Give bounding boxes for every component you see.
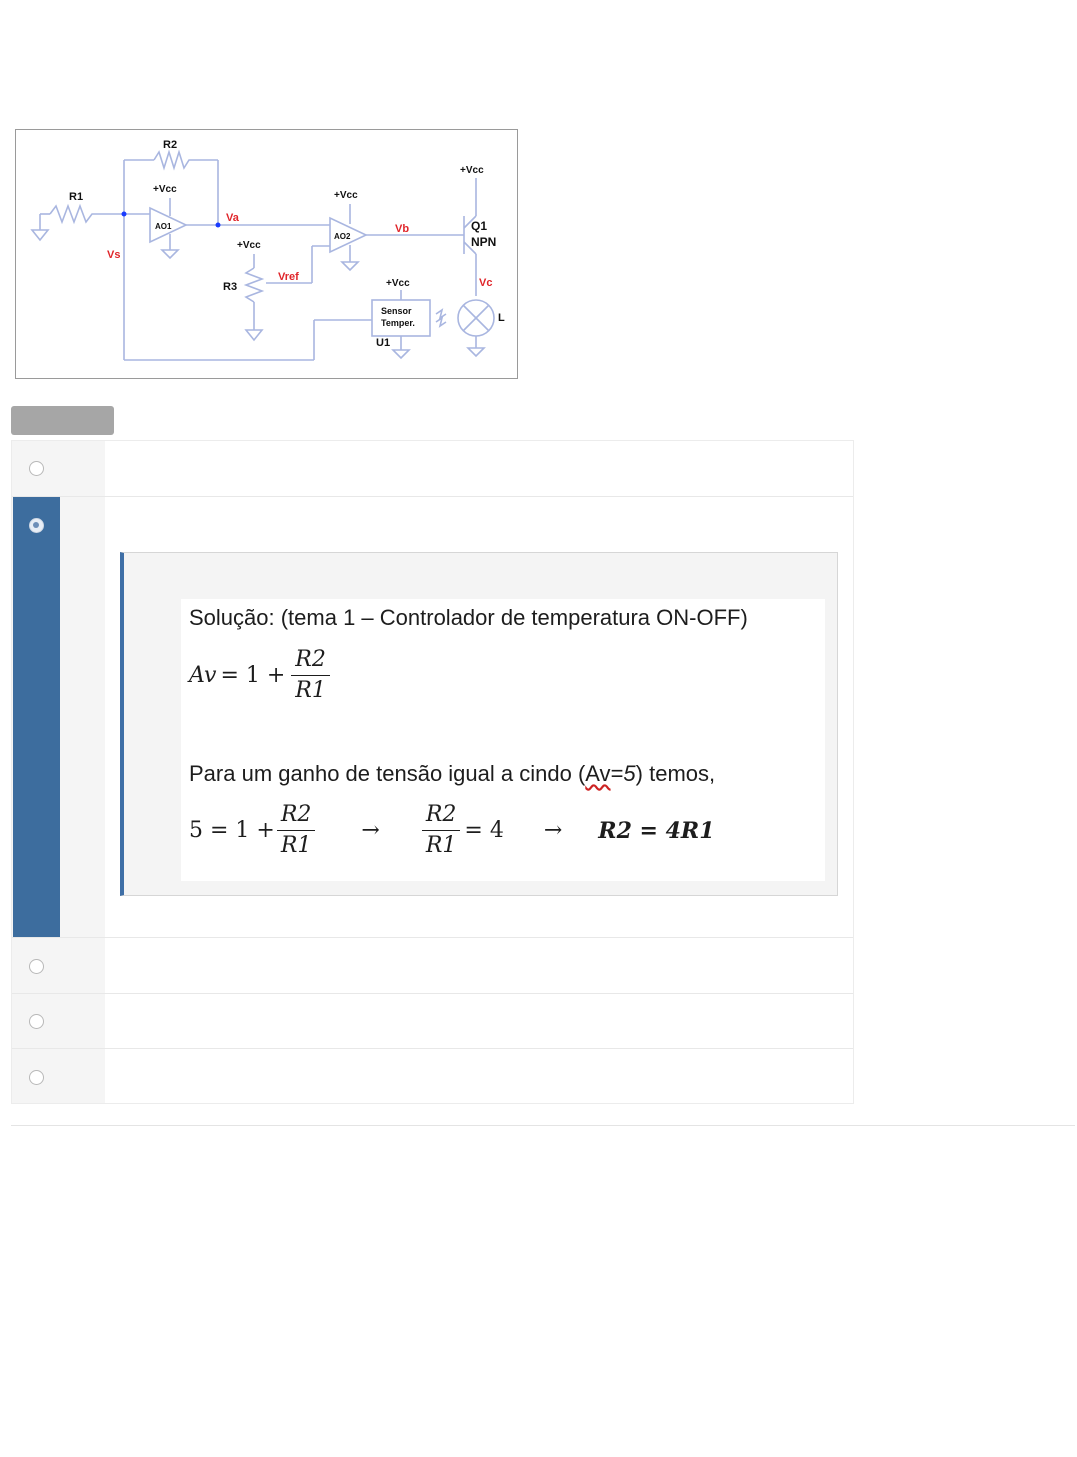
text2-prefix: Para um ganho de tensão igual a cindo ( <box>189 761 586 786</box>
radio-button-1[interactable] <box>29 461 44 476</box>
lamp-label: L <box>498 312 505 324</box>
ratio-eq-fraction-2 <box>422 800 461 861</box>
radio-button-3[interactable] <box>29 959 44 974</box>
u1-label: U1 <box>376 337 391 349</box>
gain-eq-denominator: R1 <box>295 678 326 703</box>
ratio-eq-lhs: 5 = 1 + <box>189 818 275 843</box>
solution-text-gain <box>189 761 715 787</box>
text2-suffix: ) temos, <box>635 761 716 786</box>
ratio-eq-num1: R2 <box>277 800 316 831</box>
ratio-eq-num2: R2 <box>422 800 461 831</box>
vcc-sensor-label: +Vcc <box>386 278 410 289</box>
q1-label: Q1 <box>471 219 488 233</box>
arrow-1: → <box>361 818 380 843</box>
ratio-eq-rhs: = 4 <box>464 818 504 843</box>
vcc-q1-label: +Vcc <box>460 165 484 176</box>
solution-title: Solução: (tema 1 – Controlador de temperatura ON-OFF) <box>189 605 748 630</box>
npn-label: NPN <box>471 235 497 249</box>
solution-panel <box>120 552 838 896</box>
ratio-eq-fraction-1 <box>277 800 316 861</box>
text2-eq: = <box>610 761 624 786</box>
gain-equation <box>189 645 332 706</box>
sensor-label-line2: Temper. <box>381 318 415 328</box>
r3-label: R3 <box>223 281 238 293</box>
solution-card <box>181 599 825 881</box>
vcc-ao2-label: +Vcc <box>334 190 358 201</box>
circuit-schematic-svg <box>16 130 517 378</box>
answer-options <box>11 440 854 1104</box>
answer-option-2[interactable] <box>12 497 853 938</box>
gain-eq-sign: = 1 + <box>220 663 286 688</box>
circuit-diagram <box>15 129 518 379</box>
text2-val: 5 <box>623 761 636 786</box>
text2-av: Av <box>585 761 611 786</box>
ao2-label: AO2 <box>334 232 351 241</box>
radio-button-5[interactable] <box>29 1070 44 1085</box>
gain-eq-lhs: Av <box>189 663 217 688</box>
vc-label: Vc <box>479 277 493 289</box>
question-status-tab <box>11 406 114 435</box>
vs-label: Vs <box>107 249 121 261</box>
va-label: Va <box>226 212 239 224</box>
ao1-label: AO1 <box>155 222 172 231</box>
resistor-ratio-equation <box>189 800 715 861</box>
answer-option-4[interactable] <box>12 994 853 1049</box>
selected-option-bar <box>13 497 60 937</box>
answer-option-3[interactable] <box>12 938 853 994</box>
vcc-r3-label: +Vcc <box>237 240 261 251</box>
vb-label: Vb <box>395 223 410 235</box>
r2-label: R2 <box>163 139 178 151</box>
page-divider <box>11 1125 1075 1126</box>
arrow-2: → <box>543 818 563 843</box>
gain-eq-numerator: R2 <box>291 645 330 676</box>
radio-button-2[interactable] <box>29 518 44 533</box>
radio-button-4[interactable] <box>29 1014 44 1029</box>
vcc-ao1-label: +Vcc <box>153 184 177 195</box>
result-equation: R2 = 4R1 <box>598 817 715 844</box>
ratio-eq-den1: R1 <box>280 833 312 858</box>
sensor-label-line1: Sensor <box>381 306 412 316</box>
r1-label: R1 <box>69 191 84 203</box>
answer-option-5[interactable] <box>12 1049 853 1104</box>
ratio-eq-den2: R1 <box>425 833 457 858</box>
answer-option-1[interactable] <box>12 441 853 497</box>
vref-label: Vref <box>278 271 299 283</box>
gain-eq-fraction <box>291 645 330 706</box>
